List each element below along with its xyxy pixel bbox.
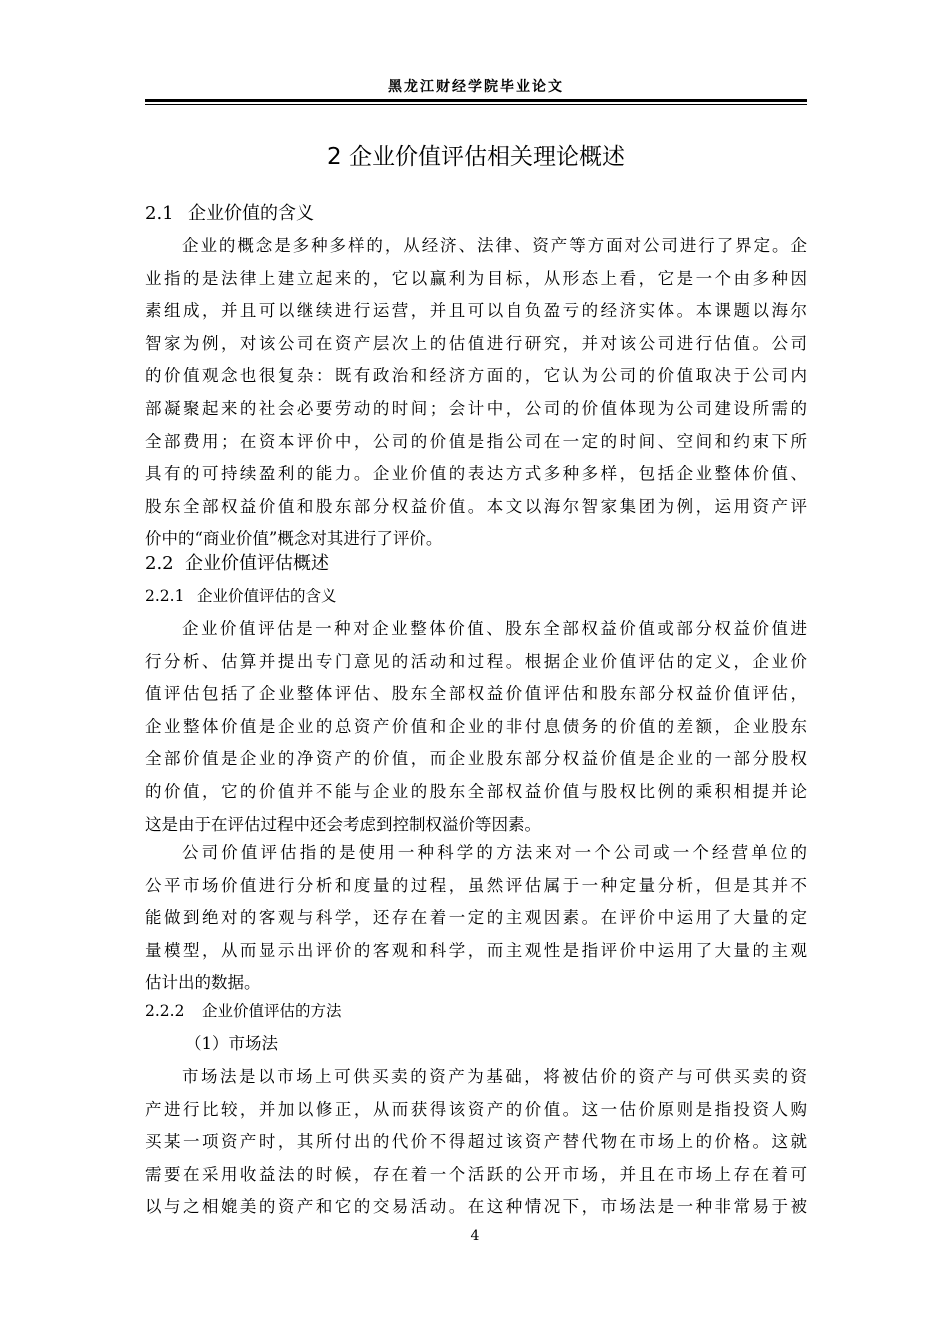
section-title: 企业价值评估的含义 [197,587,337,605]
section-heading-2-2 [145,551,329,577]
text-line: 市场法是以市场上可供买卖的资产为基础，将被估价的资产与可供买卖的资 [182,1067,807,1086]
section-heading-2-2-1 [145,585,337,607]
text-line: 全部价值是企业的净资产的价值，而企业股东部分权益价值是企业的一部分股权 [145,749,807,769]
list-item-label: （1）市场法 [185,1034,278,1053]
section-title: 企业价值评估概述 [185,553,329,574]
text-line: 估计出的数据。 [145,973,261,993]
text-line: 企业价值评估是一种对企业整体价值、股东全部权益价值或部分权益价值进 [182,619,807,638]
text-line: 具有的可持续盈利的能力。企业价值的表达方式多种多样，包括企业整体价值、 [145,464,807,484]
text-line: 素组成，并且可以继续进行运营，并且可以自负盈亏的经济实体。本课题以海尔 [145,301,807,321]
header-rule-thick [145,99,807,102]
text-line: 买某一项资产时，其所付出的代价不得超过该资产替代物在市场上的价格。这就 [145,1132,807,1152]
section-number: 2.2.1 [145,587,185,605]
text-line: 企业的概念是多种多样的，从经济、法律、资产等方面对公司进行了界定。企 [182,236,807,255]
text-line: 企业整体价值是企业的总资产价值和企业的非付息债务的价值的差额，企业股东 [145,716,807,736]
chapter-title: 2 企业价值评估相关理论概述 [327,144,625,170]
text-line: 以与之相媲美的资产和它的交易活动。在这种情况下，市场法是一种非常易于被 [145,1197,807,1217]
paragraph-2-2-1-b [145,837,807,1000]
text-line: 这是由于在评估过程中还会考虑到控制权溢价等因素。 [145,814,541,834]
paragraph-2-2-1-a [145,613,807,841]
text-line: 全部费用；在资本评价中，公司的价值是指公司在一定的时间、空间和约束下所 [145,431,807,451]
text-line: 价中的“商业价值”概念对其进行了评价。 [145,529,443,549]
text-line: 的价值，它的价值并不能与企业的股东全部权益价值与股权比例的乘积相提并论 [145,781,807,801]
text-line: 值评估包括了企业整体评估、股东全部权益价值评估和股东部分权益价值评估， [145,684,807,704]
text-line: 产进行比较，并加以修正，从而获得该资产的价值。这一估价原则是指投资人购 [145,1099,807,1119]
section-number: 2.2 [145,553,174,574]
text-line: 行分析、估算并提出专门意见的活动和过程。根据企业价值评估的定义，企业价 [145,651,807,671]
text-line: 量模型，从而显示出评价的客观和科学，而主观性是指评价中运用了大量的主观 [145,940,807,960]
paragraph-2-1 [145,230,807,556]
text-line: 业指的是法律上建立起来的，它以赢利为目标，从形态上看，它是一个由多种因 [145,268,807,288]
text-line: 公平市场价值进行分析和度量的过程，虽然评估属于一种定量分析，但是其并不 [145,875,807,895]
running-header: 黑龙江财经学院毕业论文 [388,79,564,95]
section-number: 2.2.2 [145,1002,185,1020]
text-line: 智家为例，对该公司在资产层次上的估值进行研究，并对该公司进行估值。公司 [145,333,807,353]
section-title: 企业价值评估的方法 [202,1002,342,1020]
text-line: 需要在采用收益法的时候，存在着一个活跃的公开市场，并且在市场上存在着可 [145,1164,807,1184]
section-heading-2-2-2 [145,1000,342,1022]
text-line: 公司价值评估指的是使用一种科学的方法来对一个公司或一个经营单位的 [182,843,807,862]
page-number: 4 [470,1228,480,1244]
paragraph-2-2-2 [145,1061,807,1224]
section-title: 企业价值的含义 [188,203,314,224]
text-line: 的价值观念也很复杂：既有政治和经济方面的，它认为公司的价值取决于公司内 [145,366,807,386]
section-number: 2.1 [145,203,174,224]
text-line: 股东全部权益价值和股东部分权益价值。本文以海尔智家集团为例，运用资产评 [145,496,807,516]
text-line: 能做到绝对的客观与科学，还存在着一定的主观因素。在评价中运用了大量的定 [145,908,807,928]
header-rule-thin [145,104,807,105]
section-heading-2-1 [145,201,314,227]
text-line: 部凝聚起来的社会必要劳动的时间；会计中，公司的价值体现为公司建设所需的 [145,398,807,418]
